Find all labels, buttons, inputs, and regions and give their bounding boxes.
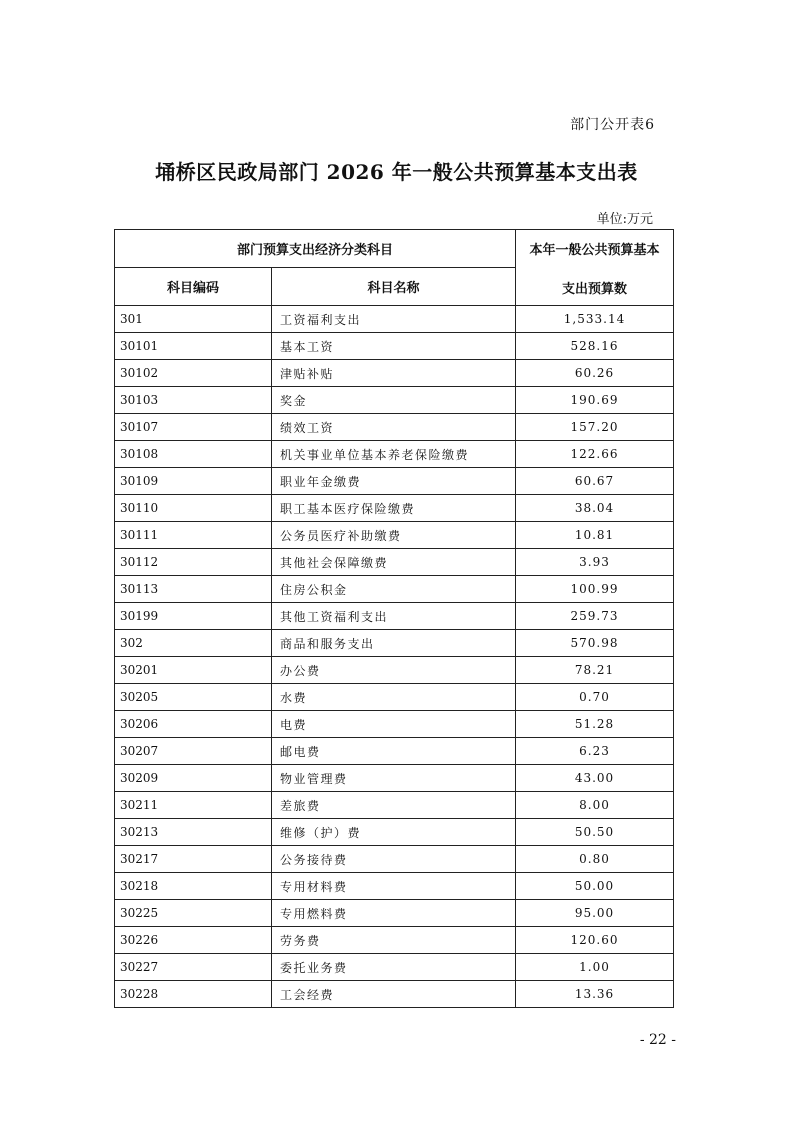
row-amount: 122.66 [516,441,674,468]
row-amount: 3.93 [516,549,674,576]
row-code: 301 [115,306,272,333]
row-code: 30109 [115,468,272,495]
row-amount: 1.00 [516,954,674,981]
table-row [115,819,674,846]
row-amount: 570.98 [516,630,674,657]
row-amount: 38.04 [516,495,674,522]
row-name: 物业管理费 [272,765,516,792]
row-amount: 95.00 [516,900,674,927]
row-code: 30101 [115,333,272,360]
row-code: 30217 [115,846,272,873]
row-code: 30211 [115,792,272,819]
table-row [115,360,674,387]
table-row [115,441,674,468]
row-name: 维修（护）费 [272,819,516,846]
row-amount: 100.99 [516,576,674,603]
table-row [115,711,674,738]
row-amount: 259.73 [516,603,674,630]
row-name: 邮电费 [272,738,516,765]
page-title: 埇桥区民政局部门 2026 年一般公共预算基本支出表 [155,160,638,184]
row-name: 奖金 [272,387,516,414]
table-row [115,792,674,819]
row-amount: 0.80 [516,846,674,873]
row-name: 专用材料费 [272,873,516,900]
table-row [115,603,674,630]
row-code: 30201 [115,657,272,684]
table-row [115,576,674,603]
row-name: 专用燃料费 [272,900,516,927]
row-amount: 10.81 [516,522,674,549]
row-name: 职工基本医疗保险缴费 [272,495,516,522]
row-code: 30107 [115,414,272,441]
row-code: 30207 [115,738,272,765]
table-row [115,414,674,441]
row-amount: 60.26 [516,360,674,387]
table-row [115,333,674,360]
row-code: 30113 [115,576,272,603]
code-header: 科目编码 [115,268,272,306]
row-code: 302 [115,630,272,657]
table-row [115,306,674,333]
amount-header-line1: 本年一般公共预算基本 [529,242,660,258]
row-name: 公务接待费 [272,846,516,873]
row-name: 办公费 [272,657,516,684]
row-amount: 0.70 [516,684,674,711]
row-code: 30110 [115,495,272,522]
row-amount: 8.00 [516,792,674,819]
row-amount: 43.00 [516,765,674,792]
amount-header [516,230,674,306]
row-code: 30108 [115,441,272,468]
row-name: 住房公积金 [272,576,516,603]
row-code: 30112 [115,549,272,576]
table-row [115,981,674,1008]
row-code: 30227 [115,954,272,981]
table-row [115,954,674,981]
table-row [115,468,674,495]
row-code: 30209 [115,765,272,792]
row-amount: 13.36 [516,981,674,1008]
row-code: 30206 [115,711,272,738]
table-row [115,495,674,522]
unit-label: 单位:万元 [596,212,653,227]
budget-table [114,229,674,1008]
table-row [115,630,674,657]
row-code: 30218 [115,873,272,900]
row-name: 基本工资 [272,333,516,360]
row-name: 劳务费 [272,927,516,954]
row-amount: 50.00 [516,873,674,900]
row-amount: 528.16 [516,333,674,360]
row-amount: 190.69 [516,387,674,414]
row-code: 30225 [115,900,272,927]
row-amount: 157.20 [516,414,674,441]
table-row [115,927,674,954]
row-name: 其他工资福利支出 [272,603,516,630]
row-name: 公务员医疗补助缴费 [272,522,516,549]
amount-header-line2: 支出预算数 [562,281,628,297]
row-name: 职业年金缴费 [272,468,516,495]
name-header: 科目名称 [272,268,516,306]
row-name: 商品和服务支出 [272,630,516,657]
row-name: 其他社会保障缴费 [272,549,516,576]
table-row [115,657,674,684]
row-code: 30213 [115,819,272,846]
row-amount: 6.23 [516,738,674,765]
table-row [115,765,674,792]
row-name: 差旅费 [272,792,516,819]
row-name: 电费 [272,711,516,738]
row-amount: 78.21 [516,657,674,684]
row-name: 津贴补贴 [272,360,516,387]
row-code: 30111 [115,522,272,549]
row-name: 工会经费 [272,981,516,1008]
row-code: 30205 [115,684,272,711]
row-amount: 1,533.14 [516,306,674,333]
form-number: 部门公开表6 [570,117,655,133]
row-name: 水费 [272,684,516,711]
table-row [115,873,674,900]
table-row [115,522,674,549]
row-code: 30228 [115,981,272,1008]
row-code: 30199 [115,603,272,630]
group-header: 部门预算支出经济分类科目 [115,230,516,268]
row-name: 机关事业单位基本养老保险缴费 [272,441,516,468]
row-name: 绩效工资 [272,414,516,441]
row-name: 委托业务费 [272,954,516,981]
table-row [115,738,674,765]
row-code: 30226 [115,927,272,954]
table-row [115,684,674,711]
row-code: 30102 [115,360,272,387]
row-name: 工资福利支出 [272,306,516,333]
table-row [115,387,674,414]
table-row [115,900,674,927]
page-number: - 22 - [639,1032,676,1048]
table-row [115,846,674,873]
row-amount: 60.67 [516,468,674,495]
row-amount: 50.50 [516,819,674,846]
table-row [115,549,674,576]
row-code: 30103 [115,387,272,414]
row-amount: 120.60 [516,927,674,954]
row-amount: 51.28 [516,711,674,738]
table-body [115,306,674,1008]
